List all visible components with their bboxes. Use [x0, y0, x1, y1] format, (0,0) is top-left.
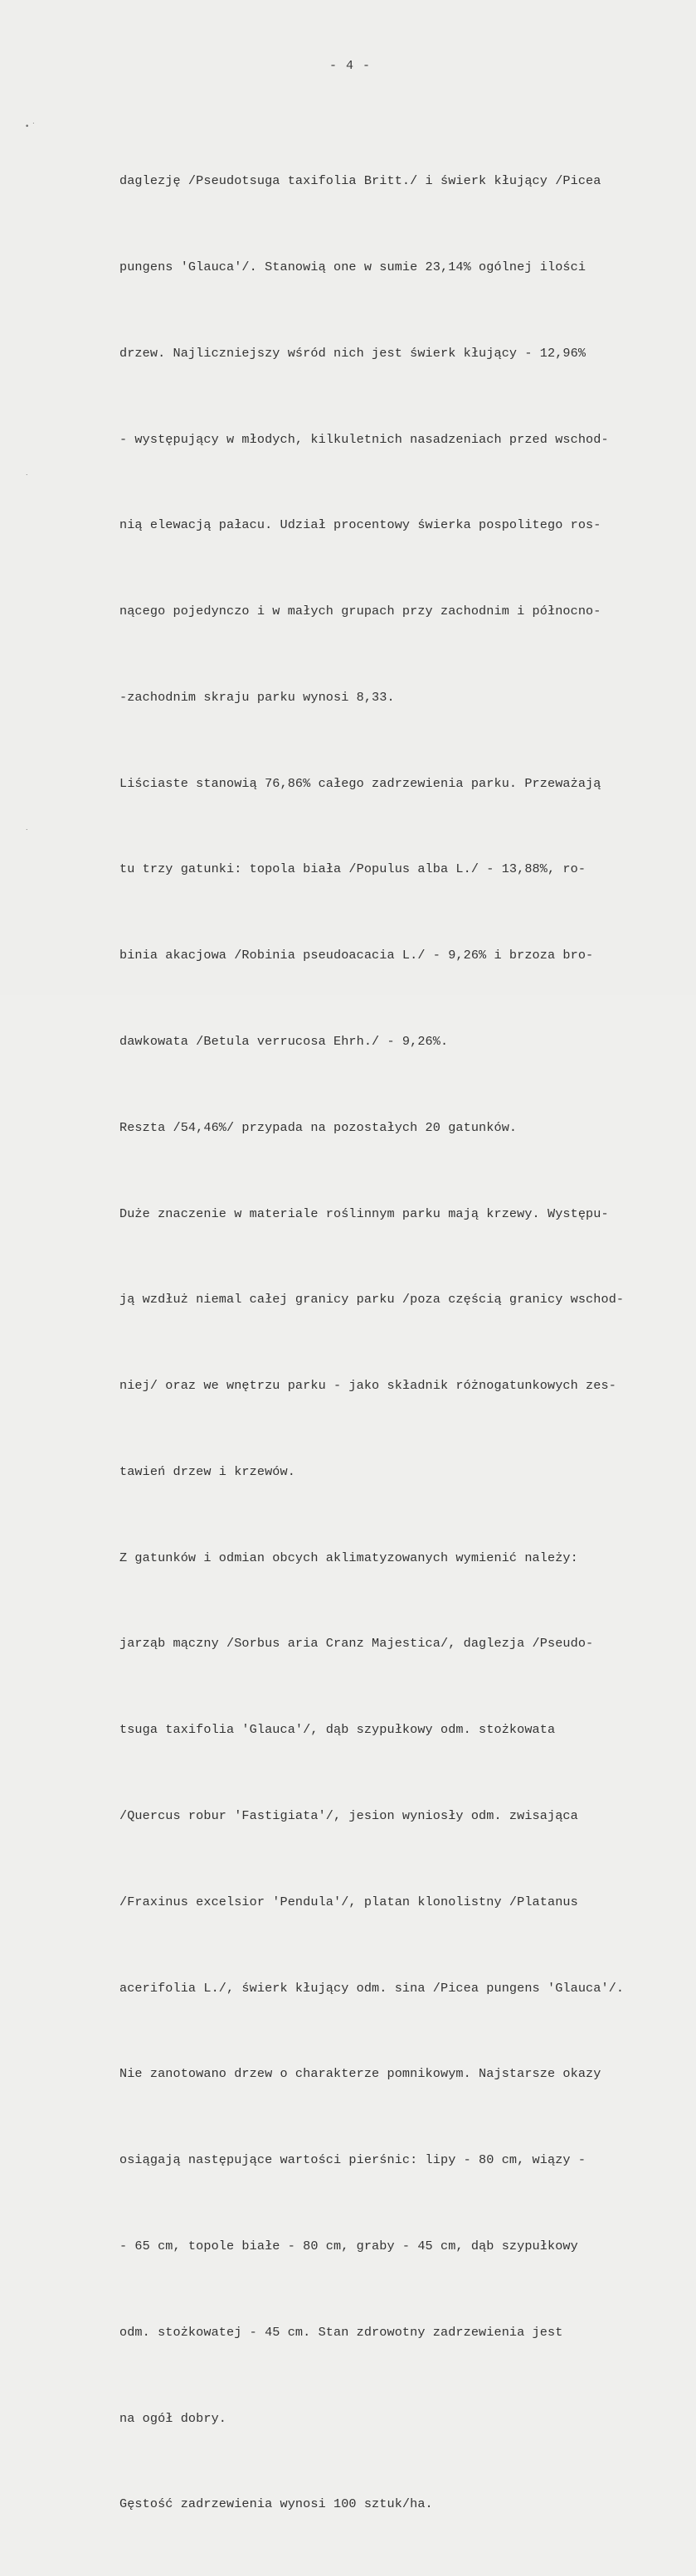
margin-mark: ˙: [25, 474, 29, 483]
text-line: Duże znaczenie w materiale roślinnym parku mają krzewy. Występu-: [119, 1206, 609, 1221]
margin-mark: ˙: [25, 829, 29, 837]
text-line: osiągają następujące wartości pierśnic: lipy - 80 cm, wiązy -: [119, 2152, 586, 2168]
margin-mark: • ˙: [25, 123, 36, 131]
body-text: [119, 109, 675, 2576]
text-line: dawkowata /Betula verrucosa Ehrh./ - 9,26%.: [119, 1034, 449, 1049]
text-line: - występujący w młodych, kilkuletnich nasadzeniach przed wschod-: [119, 431, 609, 447]
text-line: jarząb mączny /Sorbus aria Cranz Majestica/, daglezja /Pseudo-: [119, 1636, 594, 1652]
page-number: - 4 -: [329, 59, 372, 73]
text-line: Liściaste stanowią 76,86% całego zadrzewienia parku. Przeważają: [119, 775, 601, 791]
text-line: tawień drzew i krzewów.: [119, 1463, 295, 1479]
text-line: daglezję /Pseudotsuga taxifolia Britt./ i świerk kłujący /Picea: [119, 173, 601, 189]
text-line: tu trzy gatunki: topola biała /Populus alba L./ - 13,88%, ro-: [119, 861, 586, 877]
text-line: nią elewacją pałacu. Udział procentowy świerka pospolitego ros-: [119, 517, 601, 533]
text-line: binia akacjowa /Robinia pseudoacacia L./ - 9,26% i brzoza bro-: [119, 948, 594, 963]
text-line: niej/ oraz we wnętrzu parku - jako składnik różnogatunkowych zes-: [119, 1378, 616, 1394]
text-line: -zachodnim skraju parku wynosi 8,33.: [119, 689, 395, 705]
text-line: acerifolia L./, świerk kłujący odm. sina /Picea pungens 'Glauca'/.: [119, 1980, 625, 1996]
text-line: Z gatunków i odmian obcych aklimatyzowanych wymienić należy:: [119, 1550, 578, 1565]
text-line: pungens 'Glauca'/. Stanowią one w sumie 23,14% ogólnej ilości: [119, 259, 586, 274]
text-line: na ogół dobry.: [119, 2410, 226, 2426]
text-line: Nie zanotowano drzew o charakterze pomnikowym. Najstarsze okazy: [119, 2066, 601, 2082]
text-line: Gęstość zadrzewienia wynosi 100 sztuk/ha.: [119, 2496, 433, 2512]
text-line: odm. stożkowatej - 45 cm. Stan zdrowotny zadrzewienia jest: [119, 2324, 563, 2340]
text-line: /Quercus robur 'Fastigiata'/, jesion wyniosły odm. zwisająca: [119, 1808, 578, 1824]
text-line: Reszta /54,46%/ przypada na pozostałych 20 gatunków.: [119, 1119, 518, 1135]
text-line: nącego pojedynczo i w małych grupach przy zachodnim i północno-: [119, 604, 601, 619]
text-line: tsuga taxifolia 'Glauca'/, dąb szypułkowy odm. stożkowata: [119, 1722, 556, 1738]
text-line: - 65 cm, topole białe - 80 cm, graby - 45 cm, dąb szypułkowy: [119, 2238, 578, 2253]
text-line: drzew. Najliczniejszy wśród nich jest świerk kłujący - 12,96%: [119, 345, 586, 361]
text-line: ją wzdłuż niemal całej granicy parku /poza częścią granicy wschod-: [119, 1292, 625, 1307]
text-line: /Fraxinus excelsior 'Pendula'/, platan klonolistny /Platanus: [119, 1894, 578, 1909]
